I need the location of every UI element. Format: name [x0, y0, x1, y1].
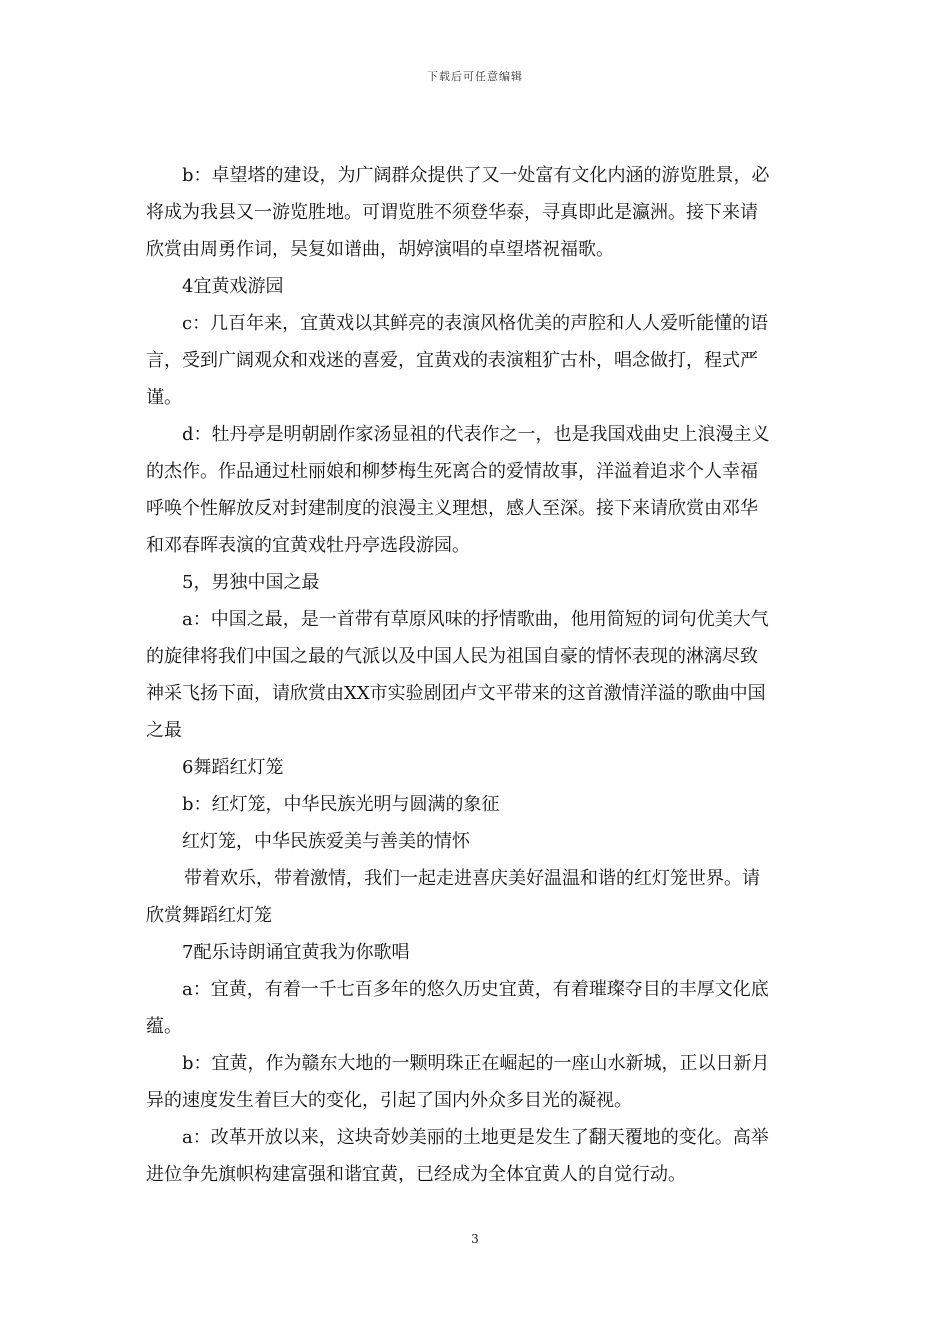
text-line: 欣赏由周勇作词，吴复如谱曲，胡婷演唱的卓望塔祝福歌。 — [146, 239, 614, 260]
text-line: 异的速度发生着巨大的变化，引起了国内外众多目光的凝视。 — [146, 1090, 632, 1111]
text-line: a：改革开放以来，这块奇妙美丽的土地更是发生了翻天覆地的变化。高举 — [182, 1127, 769, 1148]
text-line: 之最 — [146, 720, 182, 741]
text-line: 呼唤个性解放反对封建制度的浪漫主义理想，感人至深。接下来请欣赏由邓华 — [146, 498, 758, 519]
page-header: 下载后可任意编辑 — [427, 70, 523, 83]
text-line: 欣赏舞蹈红灯笼 — [146, 905, 272, 926]
text-line: 言，受到广阔观众和戏迷的喜爱，宜黄戏的表演粗犷古朴，唱念做打，程式严 — [146, 350, 758, 371]
text-line: 4宜黄戏游园 — [182, 276, 284, 297]
text-line: 6舞蹈红灯笼 — [182, 757, 284, 778]
text-line: b：宜黄，作为赣东大地的一颗明珠正在崛起的一座山水新城，正以日新月 — [182, 1053, 770, 1074]
text-line: c：几百年来，宜黄戏以其鲜亮的表演风格优美的声腔和人人爱听能懂的语 — [182, 313, 769, 334]
text-line: a：中国之最，是一首带有草原风味的抒情歌曲，他用简短的词句优美大气 — [182, 609, 769, 630]
text-line: 进位争先旗帜构建富强和谐宜黄，已经成为全体宜黄人的自觉行动。 — [146, 1164, 686, 1185]
text-line: 7配乐诗朗诵宜黄我为你歌唱 — [182, 942, 410, 963]
page-number: 3 — [471, 1232, 479, 1246]
text-line: b：卓望塔的建设，为广阔群众提供了又一处富有文化内涵的游览胜景，必 — [182, 165, 770, 186]
text-line: 5，男独中国之最 — [182, 572, 320, 593]
text-line: 红灯笼，中华民族爱美与善美的情怀 — [182, 831, 470, 852]
text-line: 将成为我县又一游览胜地。可谓览胜不须登华泰，寻真即此是瀛洲。接下来请 — [146, 202, 758, 223]
text-line: 的旋律将我们中国之最的气派以及中国人民为祖国自豪的情怀表现的淋漓尽致 — [146, 646, 758, 667]
text-line: 谨。 — [146, 387, 182, 408]
text-line: b：红灯笼，中华民族光明与圆满的象征 — [182, 794, 500, 815]
text-line: d：牡丹亭是明朝剧作家汤显祖的代表作之一，也是我国戏曲史上浪漫主义 — [182, 424, 770, 445]
document-body — [146, 157, 806, 1193]
text-line: 带着欢乐，带着激情，我们一起走进喜庆美好温温和谐的红灯笼世界。请 — [184, 868, 760, 889]
text-line: 神采飞扬下面，请欣赏由XX市实验剧团卢文平带来的这首激情洋溢的歌曲中国 — [146, 683, 766, 704]
text-line: 的杰作。作品通过杜丽娘和柳梦梅生死离合的爱情故事，洋溢着追求个人幸福 — [146, 461, 758, 482]
text-line: 蕴。 — [146, 1016, 182, 1037]
text-line: a：宜黄，有着一千七百多年的悠久历史宜黄，有着璀璨夺目的丰厚文化底 — [182, 979, 769, 1000]
text-line: 和邓春晖表演的宜黄戏牡丹亭选段游园。 — [146, 535, 470, 556]
